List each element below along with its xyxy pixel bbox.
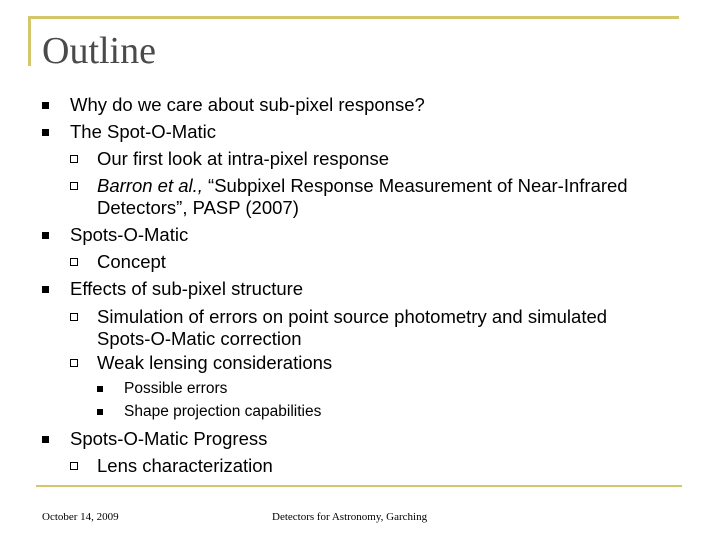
hollow-square-bullet-icon	[70, 182, 78, 190]
bullet-text: Spots-O-Matic Progress	[70, 428, 268, 449]
bullet-text: Spots-O-Matic	[70, 224, 189, 245]
square-bullet-icon	[97, 386, 103, 392]
square-bullet-icon	[42, 286, 49, 293]
bullet-text: Why do we care about sub-pixel response?	[70, 94, 425, 115]
frame-top-rule	[28, 16, 679, 19]
citation-title: “Subpixel Response Measurement of Near-Infrared	[202, 175, 628, 196]
hollow-square-bullet-icon	[70, 258, 78, 266]
bullet-text: The Spot-O-Matic	[70, 121, 216, 142]
hollow-square-bullet-icon	[70, 313, 78, 321]
frame-left-rule	[28, 16, 31, 66]
sub-bullet-text: Concept	[97, 251, 166, 272]
sub-bullet-text: Weak lensing considerations	[97, 352, 333, 373]
bullet-text: Effects of sub-pixel structure	[70, 278, 304, 299]
hollow-square-bullet-icon	[70, 155, 78, 163]
sub-sub-bullet-text: Possible errors	[124, 380, 228, 397]
sub-bullet-text-continued: Detectors”, PASP (2007)	[97, 197, 299, 218]
hollow-square-bullet-icon	[70, 462, 78, 470]
hollow-square-bullet-icon	[70, 359, 78, 367]
citation-author: Barron et al.,	[97, 175, 203, 196]
square-bullet-icon	[42, 102, 49, 109]
sub-bullet-text: Simulation of errors on point source photometry and simulated	[97, 306, 608, 327]
sub-bullet-text-continued: Spots-O-Matic correction	[97, 328, 302, 349]
sub-bullet-text: Lens characterization	[97, 455, 273, 476]
sub-sub-bullet-text: Shape projection capabilities	[124, 403, 322, 420]
square-bullet-icon	[97, 409, 103, 415]
footer-date: October 14, 2009	[42, 511, 119, 523]
square-bullet-icon	[42, 232, 49, 239]
square-bullet-icon	[42, 436, 49, 443]
footer-event: Detectors for Astronomy, Garching	[272, 511, 428, 523]
square-bullet-icon	[42, 129, 49, 136]
frame-bottom-rule	[36, 485, 682, 487]
sub-bullet-text: Our first look at intra-pixel response	[97, 148, 390, 169]
sub-bullet-text	[97, 175, 628, 197]
slide-title: Outline	[42, 30, 156, 72]
